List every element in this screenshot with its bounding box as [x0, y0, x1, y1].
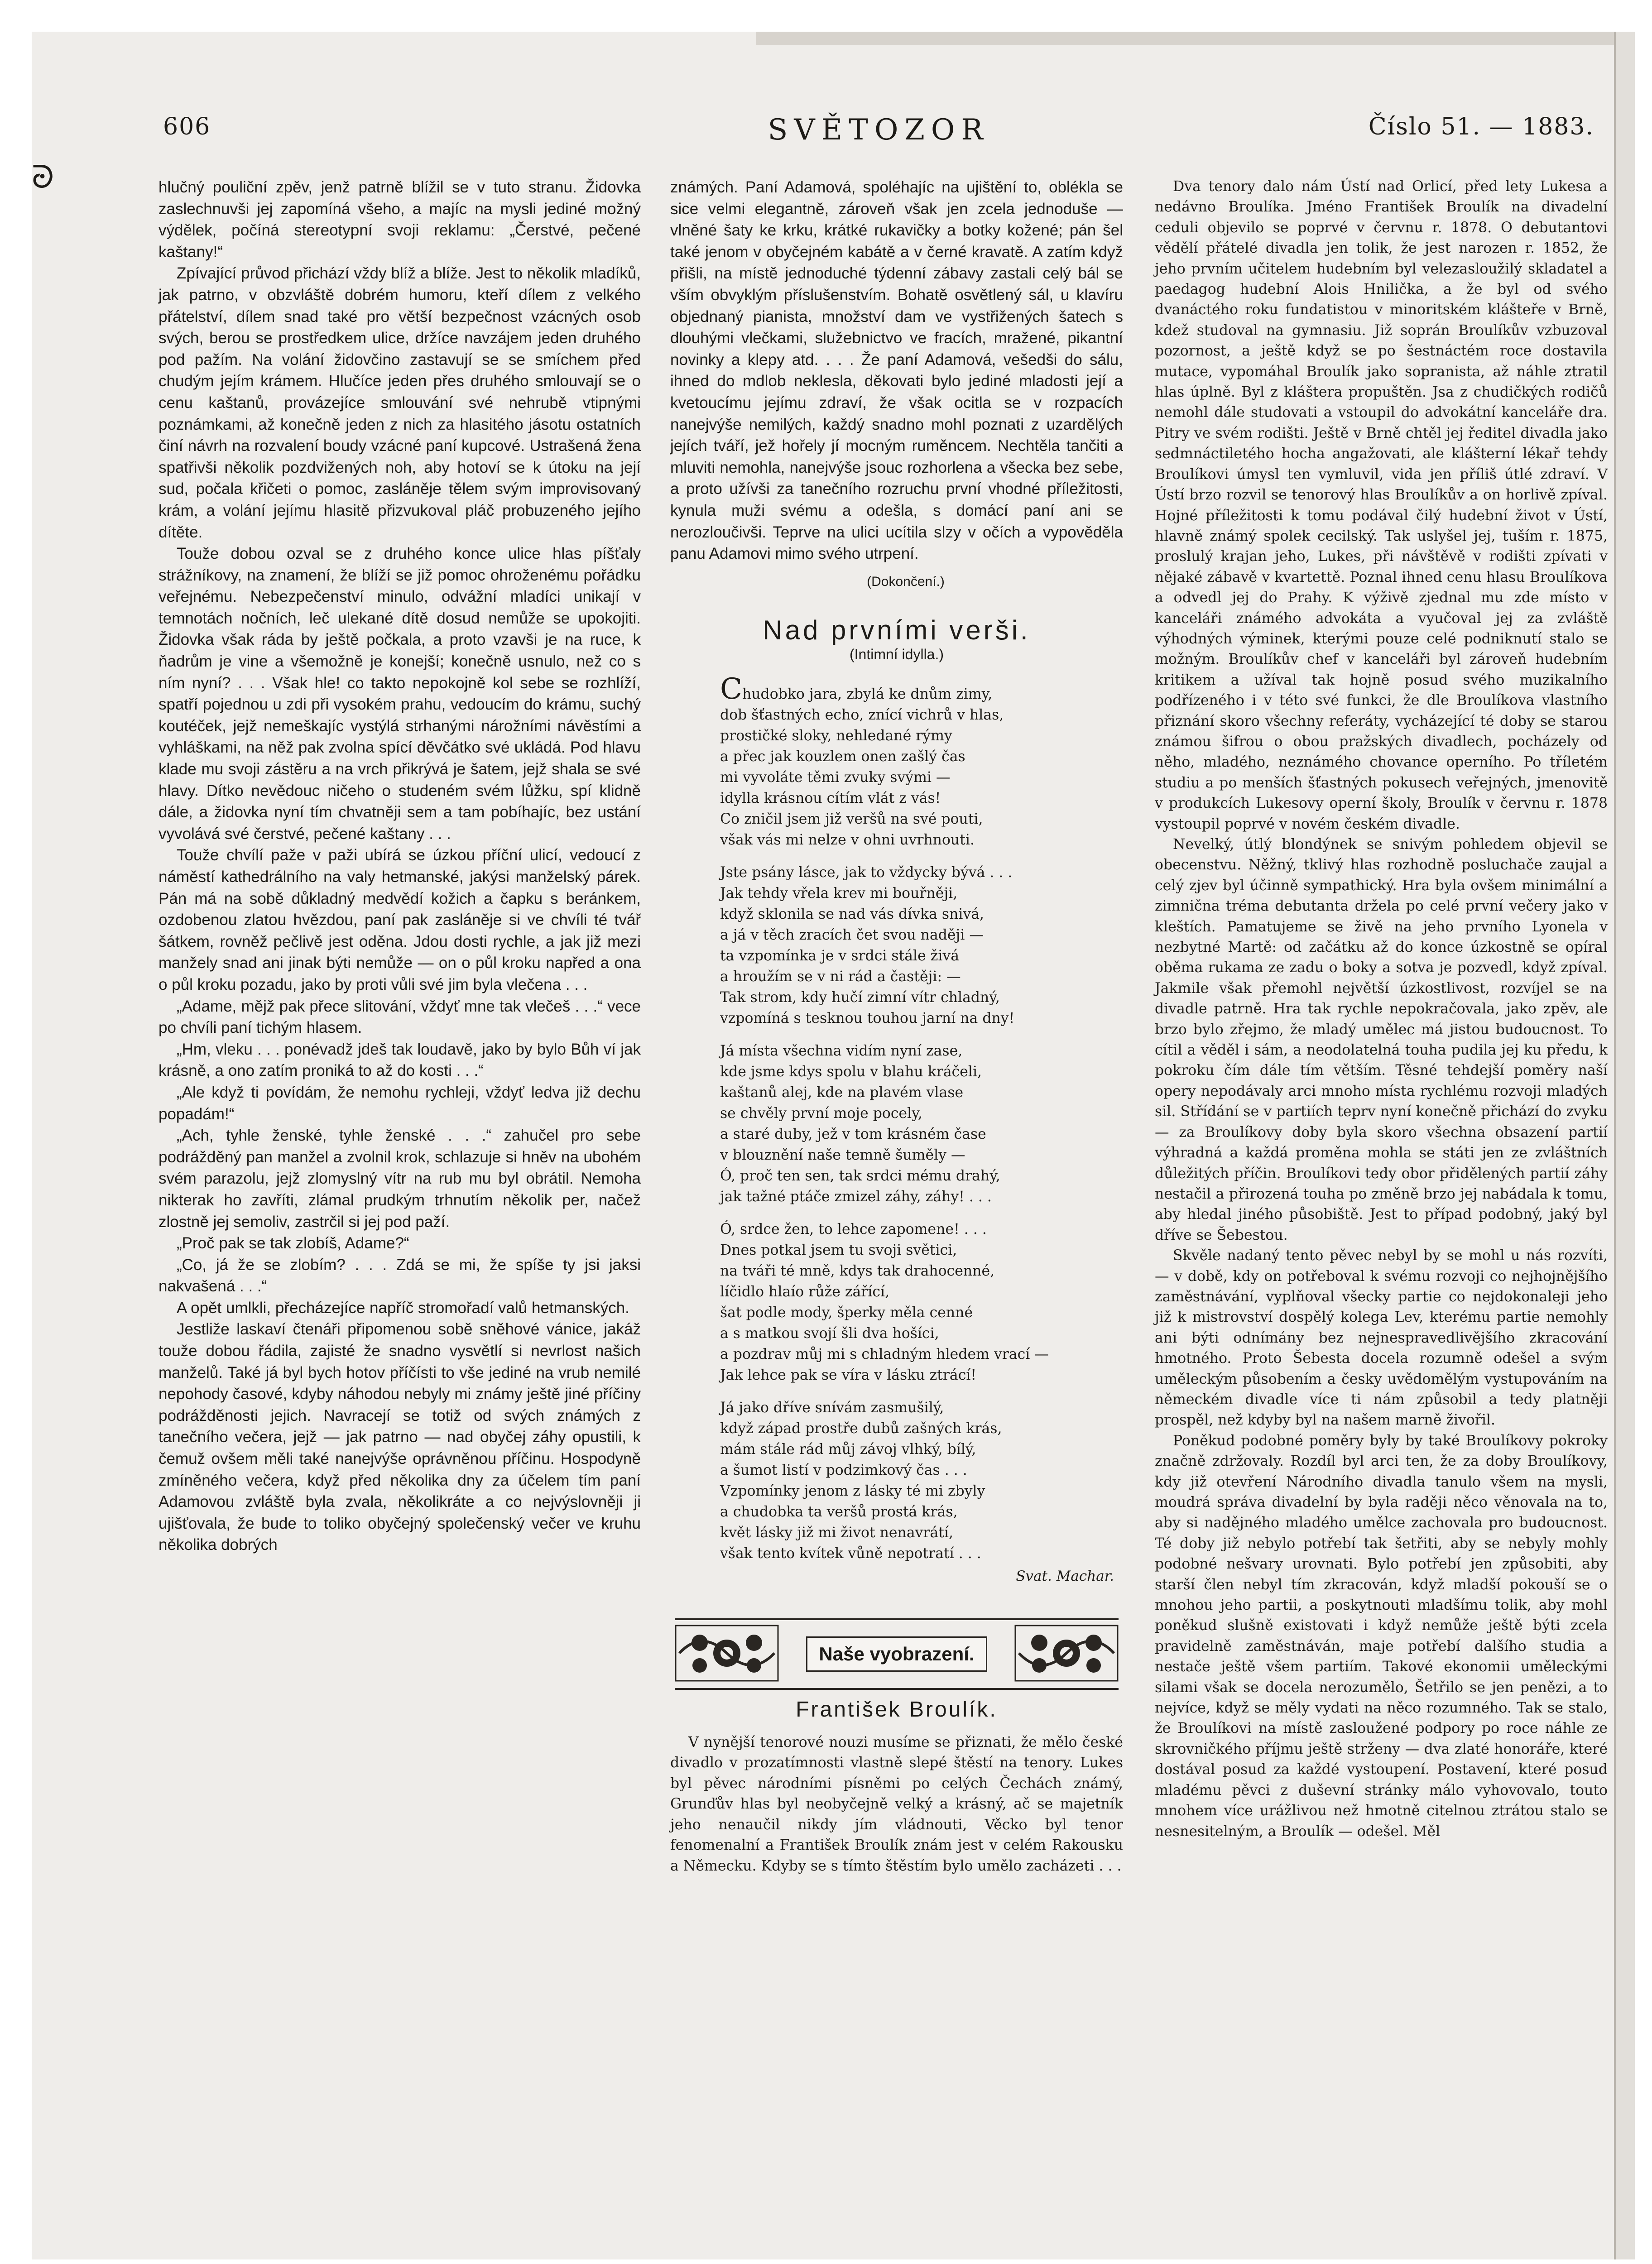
paragraph: Skvěle nadaný tento pěvec nebyl by se mohl u nás rozvíti, — v době, kdy on potřeboval k svému rozvoji co nejhojnějšího zaměstnávání, vyplňoval všecky partie co nejdokonaleji jeho již k mistrovství dospělý kolega Lev, kterému partie nemohly ani býti odnímány bez nejnespravedlivějšího zkracování hmotného. Proto Šebesta docela rozumně odešel a svým uměleckým působením a česky uvědomělým vystupováním na německém divadle více ti nám způsobil a tedy platněji prospěl, než kdyby byl na našem marně živořil.: [1155, 1247, 1608, 1429]
poem-line: Vzpomínky jenom z lásky té mi zbyly: [720, 1483, 985, 1500]
paragraph: „Hm, vleku . . . ponévadž jdeš tak loudavě, jako by bylo Bůh ví jak krásně, a ono zatím proniká to až do kosti . . .“: [158, 1040, 641, 1080]
paragraph: V nynější tenorové nouzi musíme se přiznati, že mělo české divadlo v prozatímnosti vlastně slepé štěstí na tenory. Lukes byl pěvec národními písněmi po celých Čechách známý, Grunďův hlas byl neobyčejně velký a krásný, ač se majetník jeho nenaučil nikdy jím vládnouti, Věcko byl tenor fenomenalní a František Broulík znám jest v celém Rakousku a Německu. Kdyby se s tímto štěstím bylo umělo zacházeti . . .: [670, 1734, 1123, 1874]
poem-line: šat podle mody, šperky měla cenné: [720, 1305, 973, 1321]
poem-stanza: [702, 672, 1123, 850]
paragraph: „Ach, tyhle ženské, tyhle ženské . . .“ zahučel pro sebe podrážděný pan manžel a zvolnil krok, schlazuje si hněv na ubohém svém parazolu, jejž zlomyslný vítr na rub mu byl obrátil. Nemoha nikterak ho zavříti, zlámal prudkým trhnutím několik per, načež zlostně jej semoliv, zastrčil si jej pod paží.: [158, 1127, 641, 1231]
poem-stanza: [702, 1397, 1123, 1564]
section-banner: [675, 1618, 1119, 1690]
poem-line: a staré duby, jež v tom krásném čase: [720, 1126, 986, 1143]
poem-line: prostičké sloky, nehledané rýmy: [720, 728, 952, 744]
poem-stanza: [702, 1041, 1123, 1207]
poem-stanza: [702, 862, 1123, 1029]
banner-label: Naše vyobrazení.: [806, 1636, 987, 1672]
poem-line: a chudobka ta veršů prostá krás,: [720, 1504, 958, 1521]
poem-line: v blouznění naše temně šuměly —: [720, 1147, 965, 1164]
masthead: SVĚTOZOR: [768, 113, 989, 147]
newspaper-page: [32, 32, 1635, 2259]
paragraph: Nevelký, útlý blondýnek se snivým pohledem objevil se obecenstvu. Něžný, tklivý hlas rozhodně posluchače zaujal a celý zjev byl účinně sympathický. Hra byla ovšem minimální a zimnična tréma debutanta držela po celé první večery jako v kleštích. Pamatujeme se živě na jeho prvního Lyonela v nezbytné Martě: od začátku až do konce úzkostně se opíral oběma rukama ze zadu o boky a sotva je pozvedl, když zpíval. Jakmile však přemohl největší úzkostlivost, rozvíjel se na divadle patrně. Hra tak rychle nepokračovala, jako zpěv, ale brzo bylo zřejmo, že mladý umělec má jistou budoucnost. To cítil a věděl i sám, a neodolatelná touha pudila jej ku předu, k pokroku čím dále tím větším. Těsné tehdejší poměry naší opery nepodávaly arci mnoho místa rychlému rozvoji mladých sil. Střídání se v partiích teprv nyní konečně přichází do zvyku — za Broulíkovy doby byla skoro všechna obsazení partií výhradná a každá proměna mohla se státi jen ze zvláštních důležitých příčin. Broulíkovi tedy obor přidělených partií záhy nestačil a přirozená touha po změně brzo jej nabádala k tomu, aby hledal jiného působiště. Jest to případ podobný, jaký byl dříve se Šebestou.: [1155, 836, 1608, 1243]
poem-line: jak tažné ptáče zmizel záhy, záhy! . . .: [720, 1189, 992, 1205]
poem-line: a s matkou svojí šli dva hošíci,: [720, 1325, 939, 1342]
page-number: 606: [163, 113, 211, 140]
poem-line: a přec jak kouzlem onen zašlý čas: [720, 748, 965, 765]
poem-line: dob šťastných echo, znící vichrů v hlas,: [720, 707, 1004, 724]
poem-line: se chvěly první moje pocely,: [720, 1105, 922, 1122]
poem-line: Já místa všechna vidím nyní zase,: [720, 1043, 963, 1060]
paragraph: známých. Paní Adamová, spoléhajíc na ujištění to, oblékla se sice velmi elegantně, zároveň však jen zcela jednoduše — vlněné šaty ke krku, krátké rukavičky a botky kožené; pán šel také jenom v obyčejném kabátě a v černé kravatě. A zatím když přišli, na místě jednoduché týdenní zábavy zastali celý bál se vším obvyklým příslušenstvím. Bohatě osvětlený sál, u klavíru objednaný pianista, množství dam ve vystřižených šatech s dlouhými vlečkami, služebnictvo ve fracích, mražené, pikantní novinky a klepy atd. . . . Že paní Adamová, vešedši do sálu, ihned do mdlob neklesla, děkovati bylo jediné mladosti její a kvetoucímu jejímu zdraví, že však ocitla se v rozpacích nanejvýše nemilých, každý snadno mohl poznati z uzardělých jejích tváří, jež hořely jí mocným ruměncem. Nechtěla tančiti a mluviti nemohla, nanejvýše jsouc rozhorlena a všecka bez sebe, a proto užívši za tanečního rozruchu první vhodné příležitosti, kynula muži svému a odešla, s domácí paní ani se nerozloučivši. Teprve na ulici ucítila slzy v očích a vypověděla panu Adamovi mimo svého utrpení.: [670, 178, 1123, 563]
adjacent-page-edge: [1614, 32, 1635, 2259]
paragraph: Jestliže laskaví čtenáři připomenou sobě sněhové vánice, jakáž touže dobou řádila, zajisté že snadno vysvětlí si nevrlost našich manželů. Také já byl bych hotov příčísti to vše jediné na vrub nemilé nepohody časové, kdyby náhodou nebyly mi známy ještě jiné příčiny podrážděnosti jejich. Navracejí se totiž od svých známých z tanečního večera, jejž — jak patrno — nad obyčej záhy opustili, k čemuž ovšem měli také nanejvýše oprávněnou příčinu. Hospodyně zmíněného večera, když před několika dny za účelem tím paní Adamovou zvláště byla zvala, několikráte a co nejvýslovněji ji ujišťovala, že bude to toliko obyčejný společenský večer ve kruhu několika dobrých: [158, 1320, 641, 1554]
paragraph: A opět umlkli, přecházejíce napříč stromořadí valů hetmanských.: [177, 1299, 629, 1317]
floral-ornament-icon: [1014, 1625, 1119, 1682]
column-middle: [670, 177, 1123, 1876]
poem-line: na tváři té mně, kdys tak drahocenné,: [720, 1263, 995, 1280]
poem-line: však tento kvítek vůně nepotratí . . .: [720, 1545, 981, 1562]
poem-author: Svat. Machar.: [1016, 1568, 1114, 1585]
poem-stanza: [702, 1219, 1123, 1386]
poem-title: Nad prvními verši.: [763, 615, 1031, 646]
poem-line: Dnes potkal jsem tu svoji světici,: [720, 1242, 957, 1259]
poem-line: květ lásky již mi život nenavrátí,: [720, 1525, 953, 1541]
paragraph: hlučný pouliční zpěv, jenž patrně blížil se v tuto stranu. Židovka zaslechnuvši jej zapomíná všeho, a majíc na mysli jediné možný výdělek, počíná stereotypní svoji reklamu: „Čerstvé, pečené kaštany!“: [158, 178, 641, 261]
poem-line: mám stále rád můj závoj vlhký, bílý,: [720, 1441, 976, 1458]
poem-subtitle: (Intimní idylla.): [849, 646, 944, 662]
poem-line: však vás mi nelze v ohni uvrhnouti.: [720, 832, 975, 849]
paragraph: Dva tenory dalo nám Ústí nad Orlicí, před lety Lukesa a nedávno Broulíka. Jméno František Broulík na divadelní ceduli objevilo se poprvé v červnu r. 1878. O debutantovi vědělí přátelé divadla jen tolik, že jest narozen r. 1852, že jeho prvním učitelem hudebním byl velezasloužilý skladatel a paedagog hudební Alois Hnilička, a že byl od svého dvanáctého roku fundatistou v minoritském klášteře v Brně, kdež studoval na gymnasiu. Již soprán Broulíkův vzbuzoval pozornost, a ještě když se po šestnáctém roce dostavila mutace, vypomáhal Broulík jako sopranista, až náhle ztratil hlas úplně. Byl z kláštera propuštěn. Jsa z chudičkých rodičů nemohl dále studovati a vstoupil do advokátní kanceláře dra. Pitry ve svém rodišti. Ještě v Brně chtěl jej ředitel divadla jako sedmnáctiletého hocha angažovati, ale klášterní lékař tehdy Broulíkovi úmysl ten vymluvil, vida jen příliš útlé zdraví. V Ústí brzo rozvil se tenorový hlas Broulíkův a on horlivě zpíval. Hojné příležitosti k tomu podával čilý hudební život v Ústí, hlavně známý spolek cecilský. Tak uslyšel jej, tuším r. 1875, proslulý krajan jeho, Lukes, při návštěvě v rodišti zpívati v nějaké zábavě v kvartettě. Poznal ihned cenu hlasu Broulíkova a odvedl jej do Prahy. K výživě zjednal mu zde místo v kanceláři známého advokáta a vyučoval jej za zvláště výhodných výminek, kterými pouze celé podniknutí stalo se možným. Broulíkův chef v kanceláři byl zároveň hudebním kritikem a užíval tak hojně posud svého muzikalního podřízeného i v této své funkci, že dle Broulíkova vlastního přiznání skoro všechny referáty, vycházející té doby se starou známou šifrou o obou pražských divadlech, pocházely od něho, mladého, neznámého chovance operního. Po tříletém studiu a po menších šťastných pokusech veřejných, jmenovitě v produkcích Lukesovy operní školy, Broulík v červnu r. 1878 vystoupil poprvé v novém českém divadle.: [1155, 178, 1608, 832]
poem-line: idylla krásnou cítím vlát z vás!: [720, 790, 941, 807]
page-corner-mark: ᘒ: [32, 158, 54, 196]
poem-line: Co zničil jsem již veršů na své pouti,: [720, 811, 983, 828]
paragraph: „Adame, mějž pak přece slitování, vždyť mne tak vlečeš . . .“ vece po chvíli paní tichým hlasem.: [158, 997, 641, 1037]
page-header: [163, 113, 1594, 154]
poem-line: a hroužím se v ni rád a častěji: —: [720, 969, 961, 985]
poem-line: vzpomíná s tesknou touhou jarní na dny!: [720, 1010, 1015, 1027]
paragraph: „Proč pak se tak zlobíš, Adame?“: [177, 1234, 409, 1252]
poem-line: když sklonila se nad vás dívka snivá,: [720, 906, 984, 923]
portrait-name: František Broulík.: [796, 1698, 998, 1722]
poem-line: Jak tehdy vřela krev mi bouřněji,: [720, 885, 958, 902]
paragraph: Zpívající průvod přichází vždy blíž a blíže. Jest to několik mladíků, jak patrno, v obzvláště dobrém humoru, kteří dílem z velkého přátelství, dílem snad také pro větší bezpečnost vzácných osob svých, berou se prostředkem ulice, držíce navzájem jeden druhého pod pažím. Na volání židovčino zastavují se se smíchem před chudým jejím krámem. Hlučíce jeden přes druhého smlouvají se o cenu kaštanů, provázejíce smlouvání své nehrubě vtipnými poznámkami, až konečně jeden z nich za hlasitého jásotu ostatních činí návrh na rozvalení boudy vzácné paní kupcové. Ustrašená žena spatřivši několik pozdvižených noh, aby hotoví se k útoku na její sud, počala křičeti o pomoc, zasláněje tělem svým improvisovaný krám, a volání jejímu hlasitě přizvukoval pláč probuzeného jejího dítěte.: [158, 264, 641, 541]
poem-line: a já v těch zracích čet svou naději —: [720, 927, 984, 944]
poem-line: Tak strom, kdy hučí zimní vítr chladný,: [720, 989, 1000, 1006]
poem-body: [670, 672, 1123, 1587]
paragraph: Touže dobou ozval se z druhého konce ulice hlas píšťaly strážníkovy, na znamení, že blíží se již pomoc ohroženému pořádku veřejnému. Nebezpečenství minulo, odvážní mladíci unikají v temnotách nočních, leč ulekané dítě dosud nemůže se upokojiti. Židovka však ráda by ještě počkala, a proto vzavši je na ruce, k ňadrům je vine a všemožně je konejší; konečně usnulo, než co s ním nyní? . . . Však hle! co takto nepokojně kol sebe se rozhlíží, spatří pojednou u zdi při vysokém prahu, vedoucím do krámu, suchý koutéček, jejž nemeškajíc vystýlá strhanými nárožními návěstími a vyhláškami, na něž pak zvolna spící děvčátko své ukládá. Pod hlavu klade mu svoji zástěru a na vrch přikrývá je šatem, jejž shala se své hlavy. Dítko nevědouc ničeho o studeném svém lůžku, spí klidně dále, a židovka nyní tím chvatněji sem a tam pobíhajíc, bez ustání vyvolává své čerstvé, pečené kaštany . . .: [158, 545, 641, 843]
paragraph: Touže chvílí paže v paži ubírá se úzkou příční ulicí, vedoucí z náměstí kathedrálního na valy hetmanské, jakýsi manželský párek. Pán má na sobě důkladný medvědí kožich a čapku s beránkem, ozdobenou zlatou hvězdou, paní pak zasláněje si ve chvíli té tvář šátkem, rovněž pečlivě jest oděna. Jdou dosti rychle, a jak již mezi manžely snad ani jinak býti nemůže — on o půl kroku napřed a ona o půl kroku pozadu, jako by proti vůli své jim byla vlečena . . .: [158, 846, 641, 993]
poem-line: Chudobko jara, zbylá ke dnům zimy,: [720, 672, 993, 706]
poem-line: Jak lehce pak se víra v lásku ztrácí!: [720, 1367, 977, 1384]
poem-line: Já jako dříve snívám zasmušilý,: [720, 1400, 944, 1416]
poem-line: a šumot listí v podzimkový čas . . .: [720, 1462, 967, 1479]
issue-number: Číslo 51. — 1883.: [1368, 113, 1594, 140]
poem-line: a pozdrav můj mi s chladným hledem vrací —: [720, 1346, 1049, 1363]
poem-line: Jste psány lásce, jak to vždycky bývá . . .: [720, 864, 1013, 881]
poem-line: ta vzpomínka je v srdci stále živá: [720, 948, 960, 964]
floral-ornament-icon: [675, 1625, 779, 1682]
poem-line: Ó, proč ten sen, tak srdci mému drahý,: [720, 1168, 1000, 1185]
paragraph: Poněkud podobné poměry byly by také Broulíkovy pokroky značně zdržovaly. Rozdíl byl arci ten, že za doby Broulíkovy, kdy již otevření Národního divadla tanulo všem na mysli, moudrá správa divadelní by byla raději něco věnovala na to, aby si nadějného mladého umělce zachovala pro budoucnost. Té doby již nebylo potřebí tak šetřiti, aby se nebyly mohly podobné nešvary urovnati. Bylo potřebí jen způsobiti, aby starší člen nebyl tím zkracován, když mladší pokouší se o mnohou jeho partii, a poskytnouti mladšímu tolik, aby mohl poněkud slušně existovati i když nemůže ještě býti zcela pravidelně zaměstnáván, maje potřebí dalšího studia a nestače ještě všem partiím. Takové ekonomii uměleckými silami však se docela nerozumělo, Šetřilo se jen penězi, a to nejvíce, když se měly vydati na něco rozumného. Tak se stalo, že Broulíkovi na místě zasloužené podpory po roce náhle ze skrovničkého příjmu ještě strženy — dva zlaté honoráře, které dostával posud za každé vystoupení. Postavení, které posud mladému pěvci z duševní stránky málo vyhovovalo, touto mnohem více urážlivou než hmotně citelnou ztrátou stalo se nesnesitelným, a Broulík — odešel. Měl: [1155, 1432, 1608, 1840]
poem-line: Ó, srdce žen, to lehce zapomene! . . .: [720, 1221, 987, 1238]
paragraph: „Ale když ti povídám, že nemohu rychleji, vždyť ledva již dechu popadám!“: [158, 1083, 641, 1123]
column-story: [158, 177, 641, 1556]
scan-edge-mark: [756, 32, 1635, 45]
to-be-continued-note: (Dokončení.): [867, 574, 945, 589]
poem-line: kde jsme kdys spolu v blahu kráčeli,: [720, 1064, 982, 1080]
poem-line: líčidlo hlaío růže zářící,: [720, 1284, 890, 1300]
poem-line: když západ prostře dubů zašných krás,: [720, 1420, 1002, 1437]
poem-line: mi vyvoláte těmi zvuky svými —: [720, 769, 951, 786]
column-biography: [1155, 177, 1608, 1842]
poem-line: kaštanů alej, kde na plavém vlase: [720, 1084, 964, 1101]
paragraph: „Co, já že se zlobím? . . . Zdá se mi, že spíše ty jsi jaksi nakvašená . . .“: [158, 1256, 641, 1295]
